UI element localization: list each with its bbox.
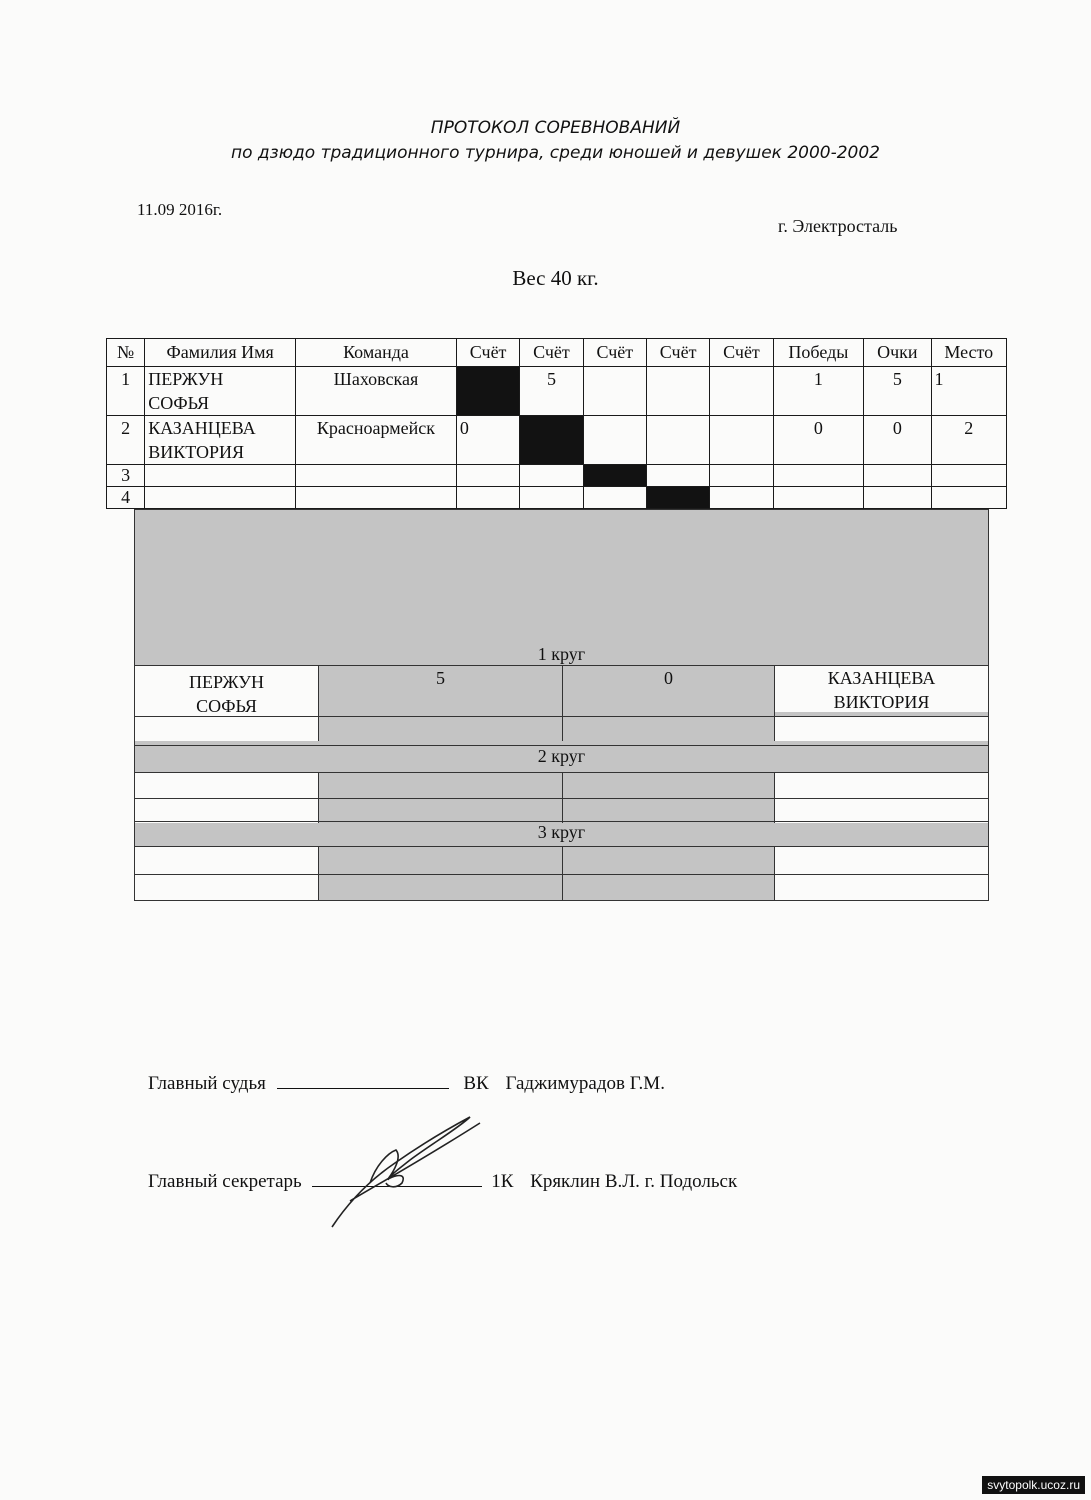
bracket-cell bbox=[319, 773, 563, 799]
header-score-3: Счёт bbox=[583, 339, 646, 367]
chief-judge-line bbox=[148, 1072, 665, 1095]
score-cell: 0 bbox=[456, 416, 519, 465]
bracket-cell bbox=[563, 847, 775, 875]
score-cell-blocked bbox=[646, 487, 709, 509]
left-athlete-surname: ПЕРЖУН bbox=[189, 672, 264, 692]
left-athlete-firstname: СОФЬЯ bbox=[196, 696, 257, 716]
protocol-title: ПРОТОКОЛ СОРЕВНОВАНИЙ bbox=[430, 118, 681, 138]
bracket-cell bbox=[319, 717, 563, 741]
points-cell bbox=[864, 487, 931, 509]
wins-cell bbox=[773, 465, 864, 487]
header-name: Фамилия Имя bbox=[145, 339, 296, 367]
header-place: Место bbox=[931, 339, 1007, 367]
athlete-team: Красноармейск bbox=[296, 416, 457, 465]
header-score-1: Счёт bbox=[456, 339, 519, 367]
bracket-cell bbox=[775, 847, 988, 875]
athlete-firstname: СОФЬЯ bbox=[148, 393, 210, 413]
table-row bbox=[107, 416, 1007, 465]
table-row bbox=[107, 465, 1007, 487]
chief-secretary-rank: 1К bbox=[491, 1171, 514, 1192]
header-wins: Победы bbox=[773, 339, 864, 367]
match-right-athlete bbox=[775, 666, 988, 712]
header-score-5: Счёт bbox=[710, 339, 773, 367]
score-cell: 5 bbox=[520, 367, 583, 416]
bracket-cell bbox=[135, 847, 319, 875]
wins-cell bbox=[773, 487, 864, 509]
bracket-cell bbox=[563, 717, 775, 741]
event-city: г. Электросталь bbox=[778, 216, 898, 236]
score-cell bbox=[646, 367, 709, 416]
round-1-match bbox=[135, 665, 988, 722]
athlete-team bbox=[296, 465, 457, 487]
results-table bbox=[106, 338, 1007, 509]
table-row bbox=[107, 367, 1007, 416]
athlete-team: Шаховская bbox=[296, 367, 457, 416]
bracket-cell bbox=[775, 875, 988, 900]
bracket-cell bbox=[775, 773, 988, 799]
bracket-cell bbox=[135, 799, 319, 823]
score-cell bbox=[710, 416, 773, 465]
round-3-header bbox=[135, 821, 988, 848]
header-points: Очки bbox=[864, 339, 931, 367]
athlete-name bbox=[145, 367, 296, 416]
place-cell bbox=[931, 487, 1007, 509]
athlete-team bbox=[296, 487, 457, 509]
score-cell bbox=[646, 465, 709, 487]
row-num: 4 bbox=[107, 487, 145, 509]
round-2-header bbox=[135, 745, 988, 772]
table-row bbox=[107, 487, 1007, 509]
round-3-label: 3 круг bbox=[537, 822, 586, 842]
score-cell bbox=[583, 487, 646, 509]
handwritten-signature-icon bbox=[310, 1105, 500, 1235]
bracket-cell bbox=[775, 717, 988, 741]
table-header-row bbox=[107, 339, 1007, 367]
weight-category: Вес 40 кг. bbox=[512, 266, 599, 290]
round-1-label: 1 круг bbox=[537, 644, 586, 664]
points-cell bbox=[864, 465, 931, 487]
match-right-score: 0 bbox=[563, 666, 775, 722]
bracket-cell bbox=[319, 847, 563, 875]
score-cell bbox=[646, 416, 709, 465]
round-3-row bbox=[135, 846, 988, 875]
bracket-cell bbox=[563, 875, 775, 900]
score-cell bbox=[710, 367, 773, 416]
wins-cell: 0 bbox=[773, 416, 864, 465]
rounds-bracket bbox=[134, 509, 989, 901]
row-num: 3 bbox=[107, 465, 145, 487]
protocol-subtitle: по дзюдо традиционного турнира, среди юношей и девушек 2000-2002 bbox=[230, 143, 880, 163]
bracket-cell bbox=[135, 875, 319, 900]
round-3-row bbox=[135, 874, 988, 900]
bracket-cell bbox=[775, 799, 988, 823]
chief-judge-name: Гаджимурадов Г.М. bbox=[505, 1073, 665, 1094]
score-cell bbox=[583, 416, 646, 465]
score-cell bbox=[583, 367, 646, 416]
right-athlete-surname: КАЗАНЦЕВА bbox=[827, 668, 936, 688]
bracket-cell bbox=[563, 799, 775, 823]
signature-line bbox=[277, 1072, 449, 1089]
chief-secretary-label: Главный секретарь bbox=[148, 1171, 302, 1192]
score-cell bbox=[456, 487, 519, 509]
score-cell-blocked bbox=[456, 367, 519, 416]
round-2-row bbox=[135, 798, 988, 823]
athlete-surname: КАЗАНЦЕВА bbox=[148, 418, 256, 438]
points-cell: 0 bbox=[864, 416, 931, 465]
place-cell bbox=[931, 465, 1007, 487]
score-cell bbox=[520, 487, 583, 509]
round-1-empty-row bbox=[135, 716, 988, 741]
round-2-row bbox=[135, 772, 988, 799]
bracket-cell bbox=[319, 875, 563, 900]
athlete-surname: ПЕРЖУН bbox=[148, 369, 224, 389]
watermark: svytopolk.ucoz.ru bbox=[982, 1476, 1085, 1494]
chief-secretary-name: Кряклин В.Л. г. Подольск bbox=[530, 1171, 738, 1192]
score-cell bbox=[710, 465, 773, 487]
place-cell: 1 bbox=[931, 367, 1007, 416]
header-team: Команда bbox=[296, 339, 457, 367]
header-score-4: Счёт bbox=[646, 339, 709, 367]
athlete-name bbox=[145, 465, 296, 487]
bracket-cell bbox=[563, 773, 775, 799]
row-num: 2 bbox=[107, 416, 145, 465]
score-cell-blocked bbox=[520, 416, 583, 465]
score-cell bbox=[710, 487, 773, 509]
score-cell-blocked bbox=[583, 465, 646, 487]
score-cell bbox=[520, 465, 583, 487]
row-num: 1 bbox=[107, 367, 145, 416]
bracket-cell bbox=[319, 799, 563, 823]
athlete-name bbox=[145, 416, 296, 465]
match-left-athlete bbox=[135, 666, 319, 722]
round-2-label: 2 круг bbox=[537, 746, 586, 766]
match-left-score: 5 bbox=[319, 666, 563, 722]
chief-judge-rank: ВК bbox=[463, 1073, 489, 1094]
athlete-firstname: ВИКТОРИЯ bbox=[148, 442, 244, 462]
header-num: № bbox=[107, 339, 145, 367]
athlete-name bbox=[145, 487, 296, 509]
event-date: 11.09 2016г. bbox=[137, 200, 223, 219]
bracket-cell bbox=[135, 773, 319, 799]
header-score-2: Счёт bbox=[520, 339, 583, 367]
bracket-cell bbox=[135, 717, 319, 741]
place-cell: 2 bbox=[931, 416, 1007, 465]
chief-judge-label: Главный судья bbox=[148, 1073, 266, 1094]
right-athlete-firstname: ВИКТОРИЯ bbox=[833, 692, 930, 712]
score-cell bbox=[456, 465, 519, 487]
points-cell: 5 bbox=[864, 367, 931, 416]
wins-cell: 1 bbox=[773, 367, 864, 416]
